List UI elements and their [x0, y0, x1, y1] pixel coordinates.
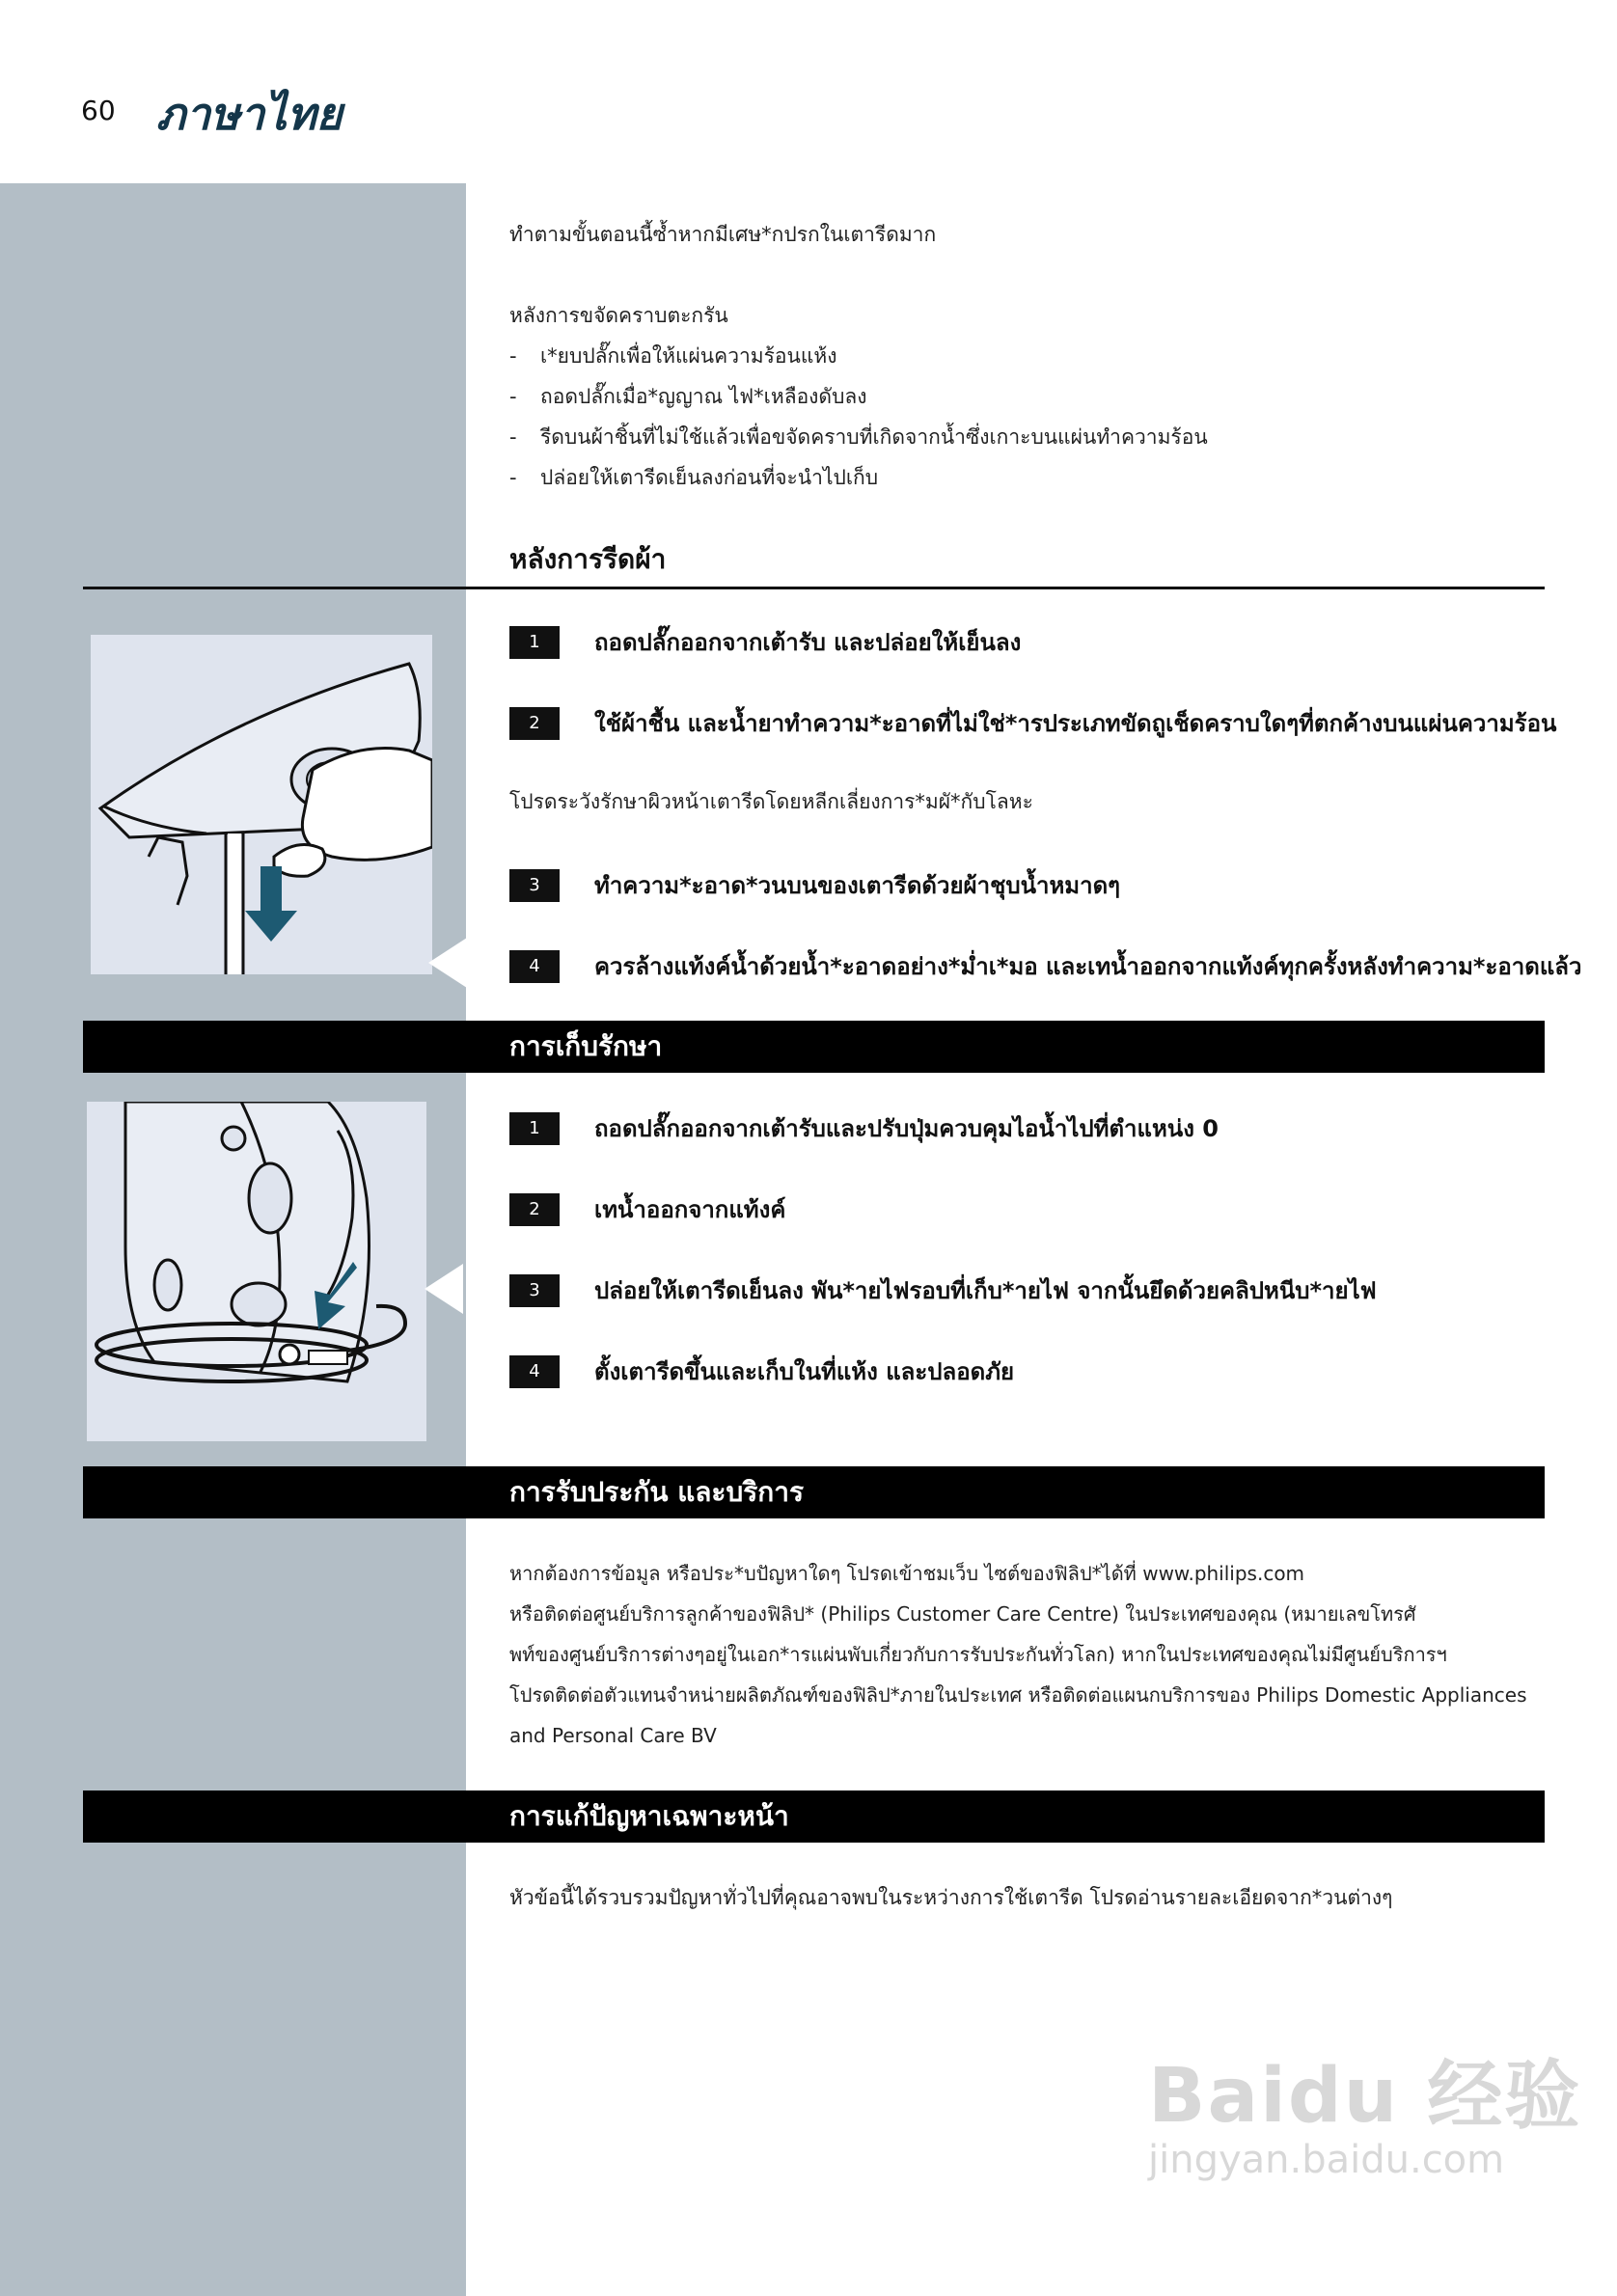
step-item: [509, 1109, 1219, 1147]
step-text: ปล่อยให้เตารีดเย็นลง พัน*ายไฟรอบที่เก็บ*ายไฟ จากนั้นยึดด้วยคลิปหนีบ*ายไฟ: [594, 1277, 1377, 1304]
step-number: 2: [509, 707, 560, 740]
step-text: ควรล้างแท้งค์น้ำด้วยน้ำ*ะอาดอย่าง*ม่ำเ*มอ และเทน้ำออกจากแท้งค์ทุกครั้งหลังทำความ*ะอาดแล้ว: [594, 953, 1582, 980]
list-item: - ปล่อยให้เตารีดเย็นลงก่อนที่จะนำไปเก็บ: [509, 466, 879, 489]
section-divider: [83, 587, 1545, 589]
list-item: - ถอดปลั๊กเมื่อ*ญญาณ ไฟ*เหลืองดับลง: [509, 385, 867, 408]
watermark-logo: Baidu 经验: [1148, 2053, 1582, 2140]
guarantee-heading: การรับประกัน และบริการ: [509, 1476, 804, 1508]
page-title: ภาษาไทย: [156, 88, 343, 140]
storage-heading: การเก็บรักษา: [509, 1030, 663, 1062]
storage-section-bar: [83, 1021, 1545, 1073]
step-text: ถอดปลั๊กออกจากเต้ารับ และปล่อยให้เย็นลง: [594, 629, 1022, 656]
step-number: 2: [509, 1193, 560, 1226]
step-number: 4: [509, 1355, 560, 1388]
list-item: - เ*ยบปลั๊กเพื่อให้แผ่นความร้อนแห้ง: [509, 344, 837, 368]
guarantee-line: หากต้องการข้อมูล หรือประ*บปัญหาใดๆ โปรดเข้าชมเว็บ ไซต์ของฟิลิป*ได้ที่ www.philips.com: [509, 1562, 1305, 1585]
illustration-pointer: [425, 1264, 463, 1314]
iron-cleaning-illustration: [91, 635, 432, 974]
guarantee-line: หรือติดต่อศูนย์บริการลูกค้าของฟิลิป* (Philips Customer Care Centre) ในประเทศของคุณ (หมายเลขโทรศั: [509, 1602, 1416, 1626]
step-item: [509, 1271, 1377, 1309]
guarantee-section-bar: [83, 1466, 1545, 1518]
step-number: 3: [509, 1274, 560, 1307]
after-descaling-block: [509, 295, 1208, 498]
guarantee-line: and Personal Care BV: [509, 1724, 717, 1747]
repeat-note: ทำตามขั้นตอนนี้ซ้ำหากมีเศษ*กปรกในเตารีดมาก: [509, 223, 937, 246]
troubleshooting-intro: หัวข้อนี้ได้รวบรวมปัญหาทั่วไปที่คุณอาจพบในระหว่างการใช้เตารีด โปรดอ่านรายละเอียดจาก*วนต่างๆ: [509, 1886, 1393, 1909]
iron-cord-wrap-drawing: [87, 1102, 426, 1441]
step-item: [509, 866, 1120, 904]
baidu-watermark: [1148, 2036, 1581, 2182]
step-text: ใช้ผ้าชื้น และน้ำยาทำความ*ะอาดที่ไม่ใช่*ารประเภทขัดถูเช็ดคราบใดๆที่ตกค้างบนแผ่นความร้อน: [594, 710, 1557, 737]
step-text: ทำความ*ะอาด*วนบนของเตารีดด้วยผ้าชุบน้ำหมาดๆ: [594, 872, 1121, 899]
page-number: 60: [81, 95, 116, 126]
step-item: [509, 623, 1021, 661]
step-number: 1: [509, 1112, 560, 1145]
step-number: 4: [509, 950, 560, 983]
step-number: 3: [509, 869, 560, 902]
step-item: [509, 1353, 1014, 1390]
step-text: ถอดปลั๊กออกจากเต้ารับและปรับปุ่มควบคุมไอน้ำไปที่ตำแหน่ง 0: [594, 1115, 1219, 1142]
watermark-url: jingyan.baidu.com: [1148, 2138, 1505, 2182]
guarantee-line: พท์ของศูนย์บริการต่างๆอยู่ในเอก*ารแผ่นพับเกี่ยวกับการรับประกันทั่วโลก) หากในประเทศของคุณไม่มีศูนย์บริการฯ: [509, 1643, 1447, 1666]
step-item: [509, 1190, 785, 1228]
step-item: [509, 947, 1581, 985]
step-number: 1: [509, 626, 560, 659]
after-descaling-title: หลังการขจัดคราบตะกรัน: [509, 304, 728, 327]
list-item: - รีดบนผ้าชิ้นที่ไม่ใช้แล้วเพื่อขจัดคราบที่เกิดจากน้ำซึ่งเกาะบนแผ่นทำความร้อน: [509, 425, 1208, 449]
troubleshooting-section-bar: [83, 1790, 1545, 1843]
step-text: ตั้งเตารีดขึ้นและเก็บในที่แห้ง และปลอดภัย: [594, 1358, 1015, 1385]
after-ironing-heading: หลังการรีดผ้า: [509, 543, 667, 575]
illustration-pointer: [428, 938, 467, 988]
step-text: เทน้ำออกจากแท้งค์: [594, 1196, 786, 1223]
guarantee-text: [509, 1553, 1527, 1756]
troubleshooting-heading: การแก้ปัญหาเฉพาะหน้า: [509, 1800, 789, 1832]
soleplate-note: โปรดระวังรักษาผิวหน้าเตารีดโดยหลีกเลี่ยงการ*มผั*กับโลหะ: [509, 790, 1033, 813]
guarantee-line: โปรดติดต่อตัวแทนจำหน่ายผลิตภัณฑ์ของฟิลิป*ภายในประเทศ หรือติดต่อแผนกบริการของ Philips Domestic Appliances: [509, 1683, 1527, 1707]
iron-storage-illustration: [87, 1102, 426, 1441]
step-item: [509, 704, 1556, 742]
iron-soleplate-drawing: [91, 635, 432, 974]
